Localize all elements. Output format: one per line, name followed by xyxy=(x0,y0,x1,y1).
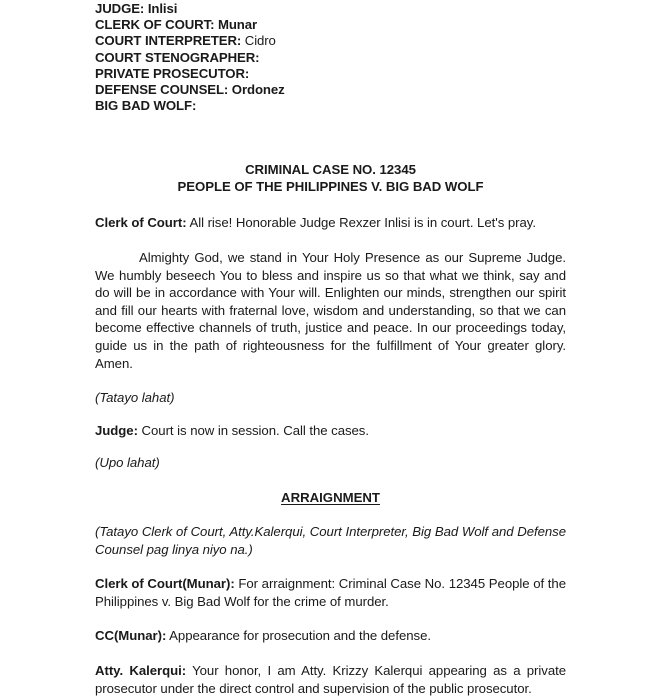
participant-row xyxy=(95,1,566,17)
speaker-label: Clerk of Court: xyxy=(95,215,187,231)
participant-role: JUDGE: xyxy=(95,1,145,16)
participant-name: Cidro xyxy=(244,33,276,49)
speaker-label: CC(Munar): xyxy=(95,628,167,644)
dialogue-text: Your honor, I am Atty. Krizzy Kalerqui appearing as a private prosecutor under the direct control and supervision of the public prosecutor. xyxy=(95,662,566,696)
participant-name: Inlisi xyxy=(147,1,178,16)
case-caption xyxy=(95,161,566,195)
participant-row xyxy=(95,98,566,114)
speaker-label: Judge: xyxy=(95,422,138,438)
participants-header xyxy=(95,0,566,114)
participant-row xyxy=(95,66,566,82)
section-heading-arraignment: ARRAIGNMENT xyxy=(281,489,380,505)
participant-role: COURT STENOGRAPHER: xyxy=(95,49,260,65)
participant-name: Munar xyxy=(217,17,258,33)
dialogue-judge-session xyxy=(95,422,566,440)
dialogue-all-rise xyxy=(95,214,566,232)
participant-row xyxy=(95,82,566,98)
participant-role: BIG BAD WOLF: xyxy=(95,98,197,114)
participant-row xyxy=(95,17,566,33)
dialogue-atty-kalerqui xyxy=(95,662,566,697)
speaker-label: Atty. Kalerqui: xyxy=(95,662,187,678)
participant-role: CLERK OF COURT: xyxy=(95,17,215,33)
dialogue-text: Court is now in session. Call the cases. xyxy=(137,422,369,438)
case-title: PEOPLE OF THE PHILIPPINES V. BIG BAD WOLF xyxy=(177,179,484,195)
participant-role: COURT INTERPRETER: xyxy=(95,33,242,49)
participant-role: PRIVATE PROSECUTOR: xyxy=(95,65,250,81)
stage-direction-stand: (Tatayo lahat) xyxy=(95,390,175,406)
dialogue-text: All rise! Honorable Judge Rexzer Inlisi is in court. Let's pray. xyxy=(186,215,536,231)
participant-name: Ordonez xyxy=(231,82,285,98)
dialogue-text: For arraignment: Criminal Case No. 12345 People of the Philippines v. Big Bad Wolf for the crime of murder. xyxy=(95,576,566,609)
speaker-label: Clerk of Court(Munar): xyxy=(95,576,235,592)
participant-row xyxy=(95,50,566,66)
dialogue-clerk-arraignment xyxy=(95,575,566,610)
participant-role: DEFENSE COUNSEL: xyxy=(95,82,229,98)
dialogue-cc-appearance xyxy=(95,627,566,645)
dialogue-text: Appearance for prosecution and the defense. xyxy=(166,628,431,644)
prayer-paragraph: Almighty God, we stand in Your Holy Presence as our Supreme Judge. We humbly beseech You to bless and inspire us so that what we think, say and do will be in accordance with Your will. Enlighten our minds, strengthen our spirit and fill our hearts with fraternal love, wisdom and understanding, so that we can become effective channels of truth, justice and peace. In our proceedings today, guide us in the path of righteousness for the fulfillment of Your greater glory. Amen. xyxy=(95,250,566,371)
case-number: CRIMINAL CASE NO. 12345 xyxy=(245,162,416,178)
participant-row xyxy=(95,33,566,49)
stage-direction-arraignment: (Tatayo Clerk of Court, Atty.Kalerqui, Court Interpreter, Big Bad Wolf and Defense Counsel pag linya niyo na.) xyxy=(95,523,566,557)
stage-direction-sit: (Upo lahat) xyxy=(95,455,160,471)
